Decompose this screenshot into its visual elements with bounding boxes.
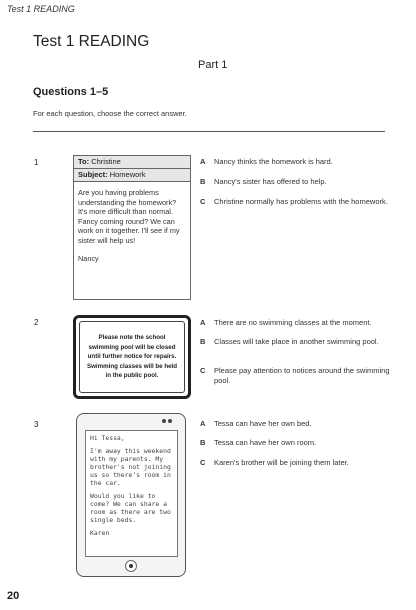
notice-sign xyxy=(73,315,191,399)
camera-dot-icon xyxy=(168,419,172,423)
email-body: Are you having problems understanding the homework? It's more difficult than normal. Fancy coming round? We can work on it together. I'll see if my sister will help us! xyxy=(78,188,180,245)
email-to-row xyxy=(74,156,190,169)
option-text: Christine normally has problems with the homework. xyxy=(214,197,388,206)
page-number: 20 xyxy=(7,590,20,602)
page-title: Test 1 READING xyxy=(33,33,150,50)
q2-option-a[interactable] xyxy=(200,318,400,330)
running-header: Test 1 READING xyxy=(7,4,75,14)
question-number-2: 2 xyxy=(34,318,39,327)
camera-dot-icon xyxy=(162,419,166,423)
message-greeting: Hi Tessa, xyxy=(90,434,125,442)
option-text: Nancy's sister has offered to help. xyxy=(214,177,327,186)
message-paragraph-1: I'm away this weekend with my parents. My brother's not joining us so there's room in the car. xyxy=(90,447,171,487)
option-letter: A xyxy=(200,157,206,166)
option-letter: B xyxy=(200,438,206,447)
home-button-icon xyxy=(125,560,137,572)
option-text: Classes will take place in another swimming pool. xyxy=(214,337,379,346)
option-text: There are no swimming classes at the moment. xyxy=(214,318,372,327)
part-heading: Part 1 xyxy=(198,59,228,71)
phone-top-bar xyxy=(77,414,185,429)
instruction-text: For each question, choose the correct answer. xyxy=(33,109,187,118)
q2-option-b[interactable] xyxy=(200,337,400,359)
phone-frame xyxy=(76,413,186,577)
option-letter: C xyxy=(200,458,206,467)
q2-option-c[interactable] xyxy=(200,366,400,388)
message-signature: Karen xyxy=(90,529,110,537)
question-number-3: 3 xyxy=(34,420,39,429)
option-letter: C xyxy=(200,366,206,375)
message-paragraph-2: Would you like to come? We can share a room as there are two single beds. xyxy=(90,492,171,524)
questions-heading: Questions 1–5 xyxy=(33,86,109,98)
notice-text: Please note the school swimming pool will be closed until further notice for repairs. Swimming classes will be held in the public pool. xyxy=(86,334,178,380)
option-letter: A xyxy=(200,318,206,327)
option-letter: C xyxy=(200,197,206,206)
notice-border xyxy=(79,321,185,393)
divider xyxy=(33,131,385,132)
q3-option-b[interactable] xyxy=(200,438,400,450)
question-number-1: 1 xyxy=(34,158,39,167)
q1-option-a[interactable] xyxy=(200,157,400,169)
option-text: Please pay attention to notices around the swimming pool. xyxy=(214,366,390,385)
option-text: Tessa can have her own room. xyxy=(214,438,317,447)
option-letter: B xyxy=(200,337,206,346)
email-signature: Nancy xyxy=(78,253,99,263)
q1-option-b[interactable] xyxy=(200,177,400,189)
q3-option-a[interactable] xyxy=(200,419,400,431)
option-letter: A xyxy=(200,419,206,428)
option-text: Tessa can have her own bed. xyxy=(214,419,312,428)
option-letter: B xyxy=(200,177,206,186)
email-subject-label: Subject: xyxy=(78,170,108,179)
message-screen xyxy=(85,430,178,557)
email-to-label: To: xyxy=(78,157,90,166)
option-text: Karen's brother will be joining them later. xyxy=(214,458,349,467)
option-text: Nancy thinks the homework is hard. xyxy=(214,157,333,166)
email-subject-row xyxy=(74,169,190,182)
q1-option-c[interactable] xyxy=(200,197,400,219)
email-card xyxy=(73,155,191,300)
email-subject-value: Homework xyxy=(109,170,146,179)
q3-option-c[interactable] xyxy=(200,458,400,470)
email-to-value: Christine xyxy=(91,157,121,166)
